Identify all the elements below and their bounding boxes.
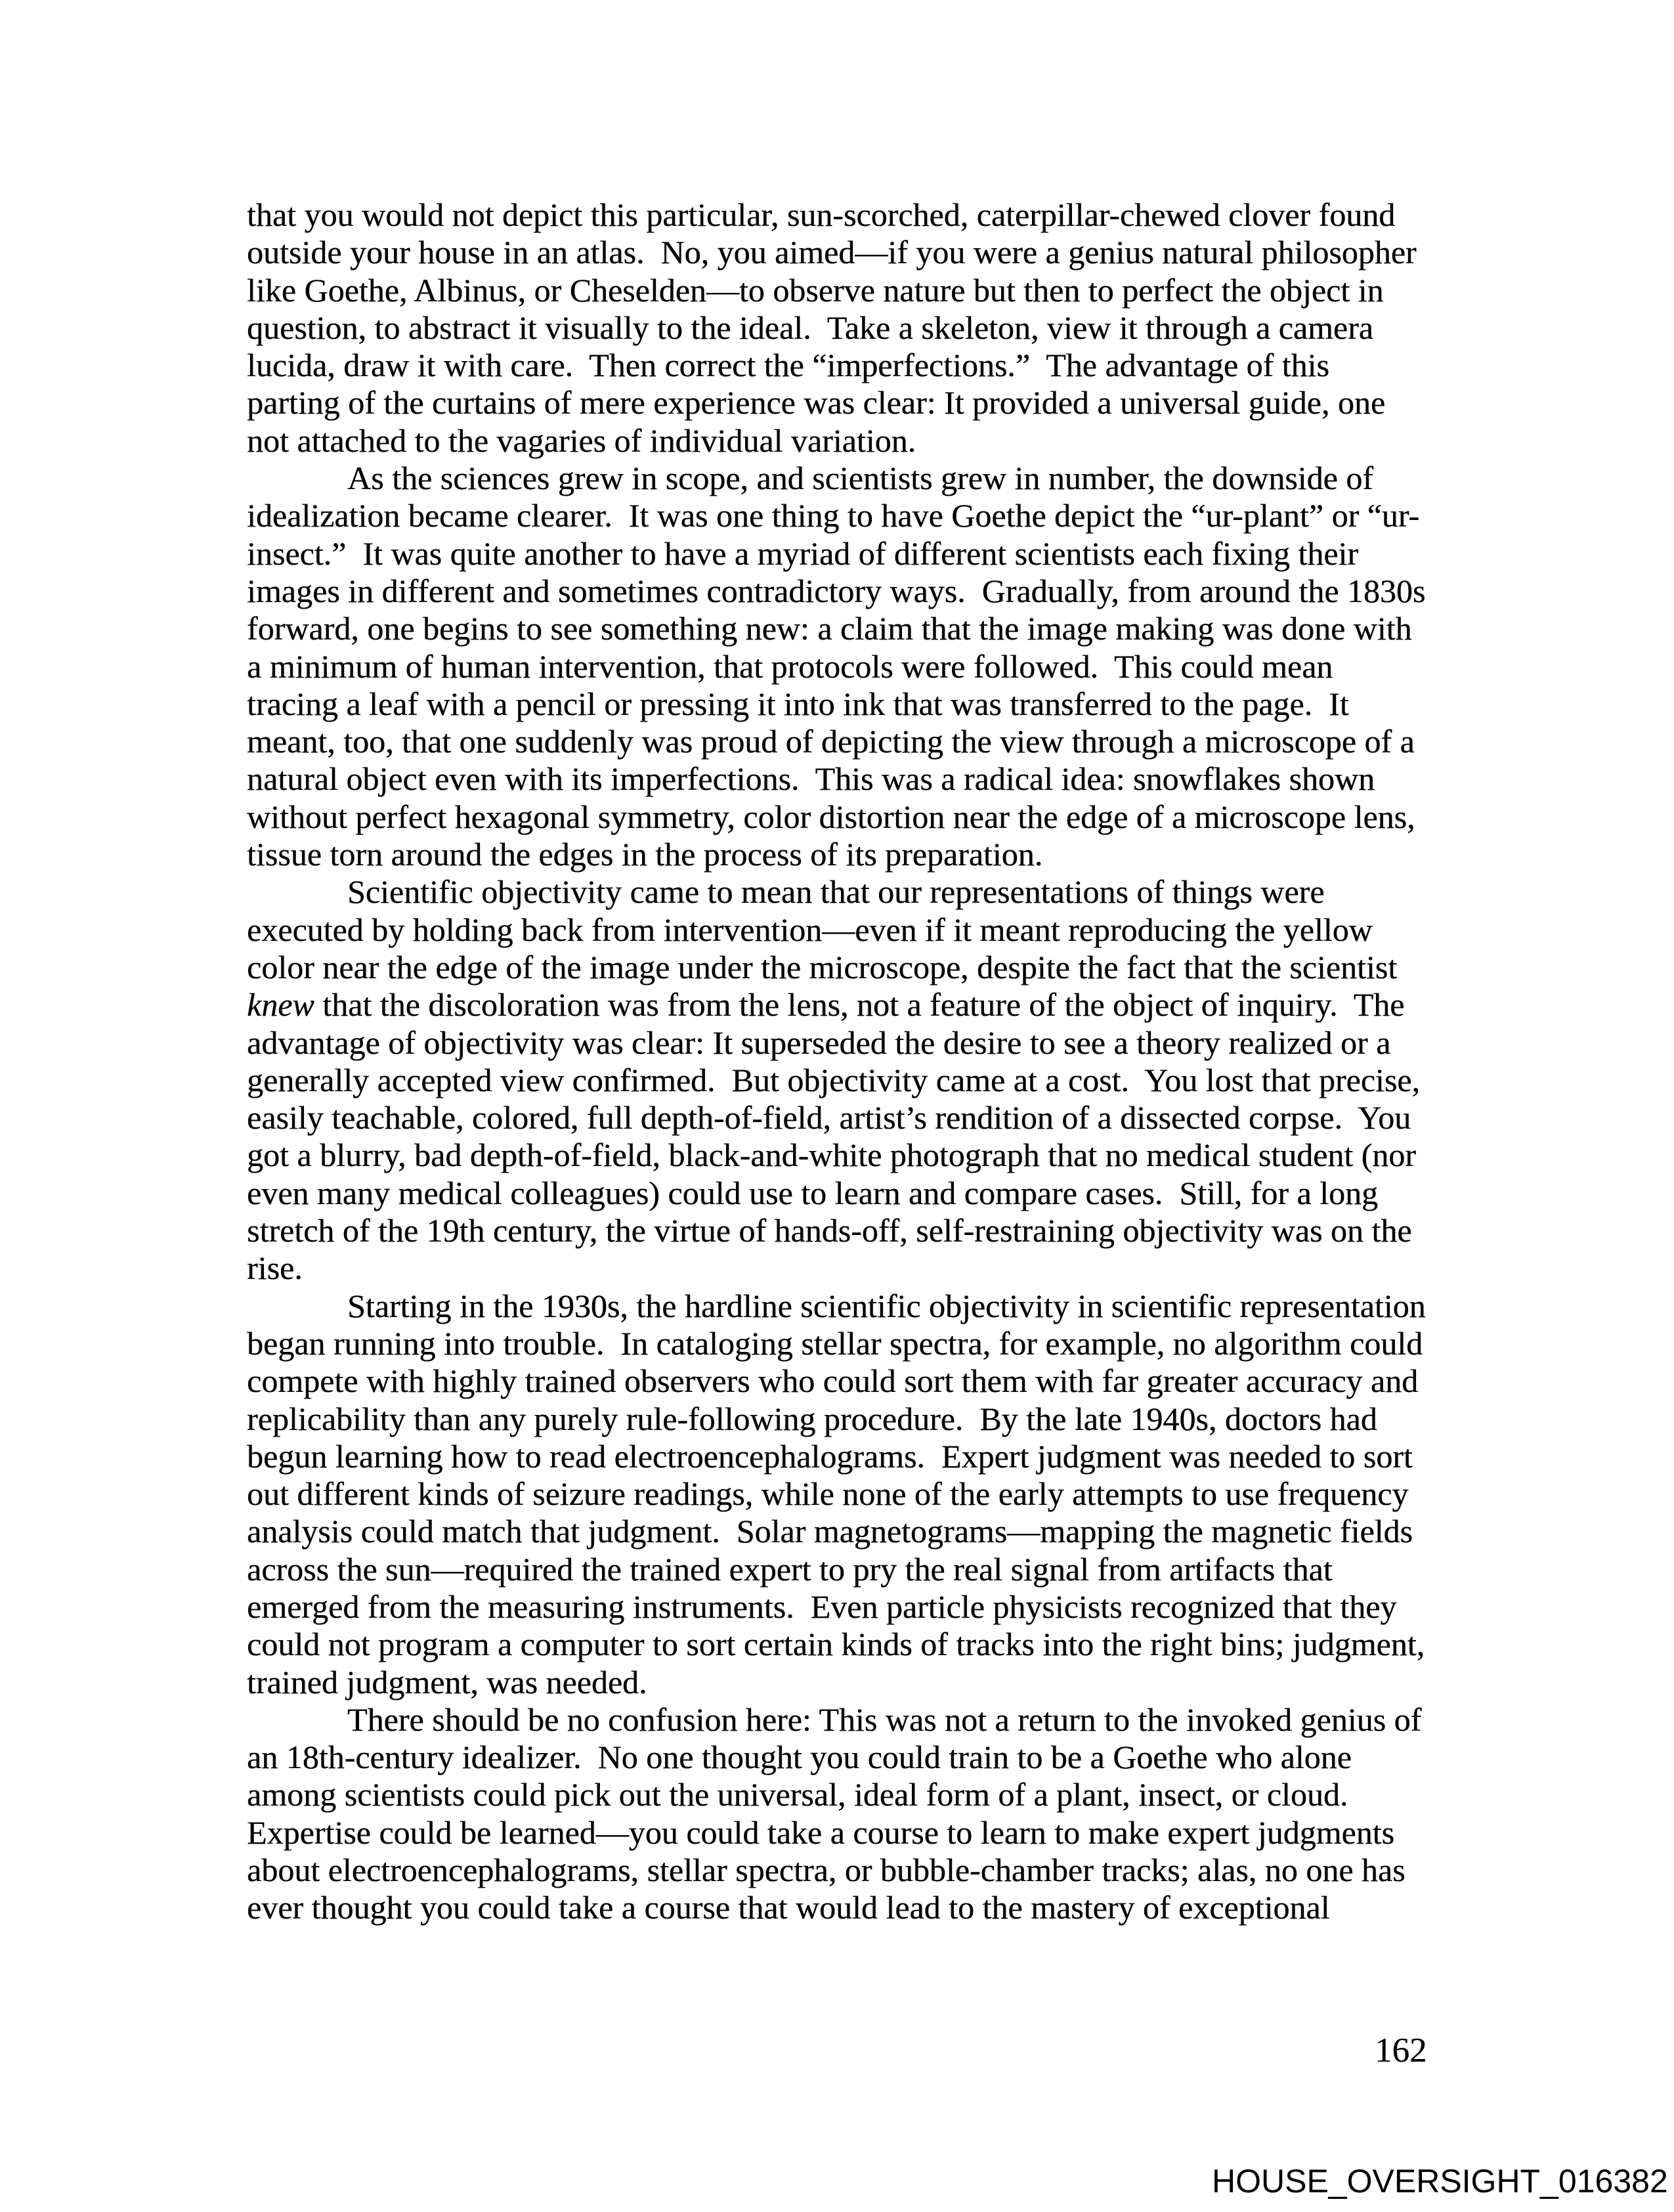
text-line: easily teachable, colored, full depth-of-field, artist’s rendition of a dissected corpse. You [247, 1099, 1411, 1137]
text-line: across the sun—required the trained expert to pry the real signal from artifacts that [247, 1550, 1333, 1588]
paragraph [247, 460, 1435, 873]
text-line: among scientists could pick out the universal, ideal form of a plant, insect, or cloud. [247, 1776, 1348, 1813]
text-line: even many medical colleagues) could use to learn and compare cases. Still, for a long [247, 1174, 1378, 1211]
text-line: parting of the curtains of mere experience was clear: It provided a universal guide, one [247, 384, 1386, 422]
text-line: idealization became clearer. It was one thing to have Goethe depict the “ur-plant” or “ur- [247, 497, 1420, 534]
text-line: rise. [247, 1249, 303, 1287]
text-segment: that the discoloration was from the lens, not a feature of the object of inquiry. The [314, 986, 1405, 1024]
text-line: executed by holding back from intervention—even if it meant reproducing the yellow [247, 911, 1373, 948]
text-line: As the sciences grew in scope, and scientists grew in number, the downside of [347, 460, 1373, 497]
text-line: natural object even with its imperfections. This was a radical idea: snowflakes shown [247, 760, 1375, 798]
paragraph [247, 196, 1435, 460]
italic-text-segment: knew [247, 986, 314, 1024]
text-line: like Goethe, Albinus, or Cheselden—to observe nature but then to perfect the object in [247, 271, 1384, 309]
text-line: meant, too, that one suddenly was proud of depicting the view through a microscope of a [247, 723, 1415, 760]
text-line: images in different and sometimes contradictory ways. Gradually, from around the 1830s [247, 572, 1426, 609]
text-line: Expertise could be learned—you could take a course to learn to make expert judgments [247, 1813, 1394, 1851]
text-line: began running into trouble. In cataloging stellar spectra, for example, no algorithm could [247, 1324, 1423, 1362]
text-line: color near the edge of the image under the microscope, despite the fact that the scientist [247, 948, 1398, 986]
text-line: stretch of the 19th century, the virtue of hands-off, self-restraining objectivity was on the [247, 1212, 1412, 1249]
text-line [247, 986, 1435, 1024]
text-line: not attached to the vagaries of individual variation. [247, 422, 916, 459]
text-line: analysis could match that judgment. Solar magnetograms—mapping the magnetic fields [247, 1513, 1413, 1550]
text-line: Scientific objectivity came to mean that our representations of things were [347, 873, 1325, 911]
text-line: tracing a leaf with a pencil or pressing it into ink that was transferred to the page. It [247, 685, 1349, 722]
bates-stamp: HOUSE_OVERSIGHT_016382 [1212, 2163, 1668, 2200]
text-line: tissue torn around the edges in the process of its preparation. [247, 836, 1043, 873]
text-line: an 18th-century idealizer. No one thought you could train to be a Goethe who alone [247, 1739, 1352, 1776]
text-block [247, 196, 1435, 1927]
text-line: advantage of objectivity was clear: It superseded the desire to see a theory realized or a [247, 1024, 1391, 1061]
text-line: insect.” It was quite another to have a myriad of different scientists each fixing their [247, 534, 1358, 572]
text-line: a minimum of human intervention, that protocols were followed. This could mean [247, 647, 1333, 685]
paragraph [247, 873, 1435, 1287]
text-line: lucida, draw it with care. Then correct the “imperfections.” The advantage of this [247, 347, 1329, 384]
text-line: without perfect hexagonal symmetry, color distortion near the edge of a microscope lens, [247, 798, 1415, 835]
text-line: replicability than any purely rule-following procedure. By the late 1940s, doctors had [247, 1400, 1377, 1437]
text-line: question, to abstract it visually to the ideal. Take a skeleton, view it through a camera [247, 309, 1373, 346]
text-line: ever thought you could take a course that would lead to the mastery of exceptional [247, 1889, 1330, 1926]
text-line: emerged from the measuring instruments. Even particle physicists recognized that they [247, 1588, 1397, 1625]
text-line: that you would not depict this particular, sun-scorched, caterpillar-chewed clover found [247, 196, 1396, 233]
paragraph [247, 1288, 1435, 1701]
text-line: outside your house in an atlas. No, you aimed—if you were a genius natural philosopher [247, 234, 1417, 271]
text-line: out different kinds of seizure readings, while none of the early attempts to use frequency [247, 1475, 1409, 1513]
text-line: compete with highly trained observers who could sort them with far greater accuracy and [247, 1362, 1419, 1400]
text-line: Starting in the 1930s, the hardline scientific objectivity in scientific representation [347, 1287, 1426, 1324]
text-line: generally accepted view confirmed. But objectivity came at a cost. You lost that precise, [247, 1061, 1420, 1098]
text-line: forward, one begins to see something new: a claim that the image making was done with [247, 610, 1412, 647]
text-line: got a blurry, bad depth-of-field, black-and-white photograph that no medical student (nor [247, 1137, 1416, 1174]
paragraph [247, 1701, 1435, 1927]
page-number: 162 [1375, 2031, 1427, 2070]
text-line: begun learning how to read electroencephalograms. Expert judgment was needed to sort [247, 1437, 1413, 1475]
text-line: could not program a computer to sort certain kinds of tracks into the right bins; judgment, [247, 1626, 1425, 1663]
text-line: trained judgment, was needed. [247, 1663, 647, 1701]
text-line: about electroencephalograms, stellar spectra, or bubble-chamber tracks; alas, no one has [247, 1852, 1406, 1889]
text-line: There should be no confusion here: This was not a return to the invoked genius of [347, 1701, 1422, 1738]
